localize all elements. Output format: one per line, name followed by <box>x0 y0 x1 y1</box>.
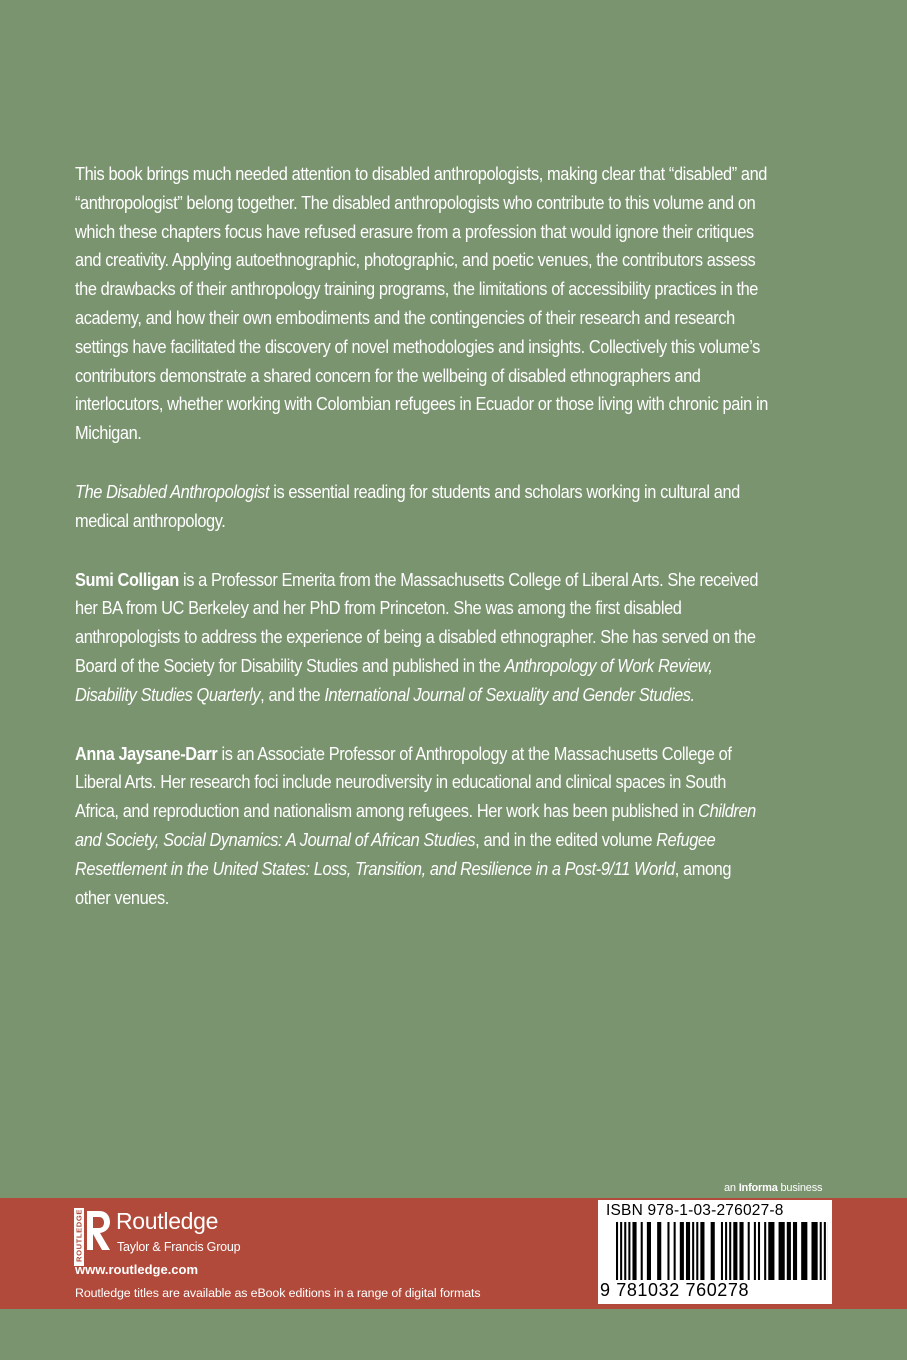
audience-text: is essential reading for students and scholars working in cultural and medical anthropology. <box>75 481 740 531</box>
barcode-bar <box>739 1222 743 1280</box>
barcode-bar <box>657 1222 661 1280</box>
barcode-bar <box>667 1222 669 1280</box>
barcode-bar <box>729 1222 731 1280</box>
barcode-bar <box>696 1222 698 1280</box>
barcode-bar <box>801 1222 807 1280</box>
barcode-bar <box>820 1222 822 1280</box>
description-paragraph <box>75 160 768 448</box>
barcode-bar <box>647 1222 651 1280</box>
publisher-name: Routledge <box>116 1208 219 1234</box>
barcode-bar <box>824 1222 826 1280</box>
audience-paragraph <box>75 478 768 536</box>
publication-title: Anthropology of Work Review, Disability Studies Quarterly <box>75 655 713 705</box>
bio-connector: , and in the edited volume <box>475 829 657 850</box>
barcode-bars <box>602 1222 828 1282</box>
barcode-bar <box>628 1222 630 1280</box>
barcode-bar <box>624 1222 626 1280</box>
publisher-url[interactable]: www.routledge.com <box>75 1262 199 1277</box>
author-name: Sumi Colligan <box>75 569 179 590</box>
barcode-bar <box>641 1222 643 1280</box>
barcode-bar <box>811 1222 817 1280</box>
author-bio-text: is an Associate Professor of Anthropology at the Massachusetts College of Liberal Arts. Her research foci include neurodiversity in educational and clinical spaces in South Africa, and reproduction and nationalism among refugees. Her work has been published in <box>75 743 732 822</box>
barcode-bar <box>680 1222 684 1280</box>
publication-title: Refugee Resettlement in the United States: Loss, Transition, and Resilience in a Post-9/11 World <box>75 829 716 879</box>
barcode-bar <box>725 1222 727 1280</box>
barcode-bar <box>758 1222 760 1280</box>
description-text: This book brings much needed attention to disabled anthropologists, making clear that “disabled” and “anthropologist” belong together. The disabled anthropologists who contribute to this volume and on which these chapters focus have refused erasure from a profession that would ignore their critiques and creativity. Applying autoethnographic, photographic, and poetic venues, the contributors assess the drawbacks of their anthropology training programs, the limitations of accessibility practices in the academy, and how their own embodiments and the contingencies of their research and research settings have facilitated the discovery of novel methodologies and insights. Collectively this volume’s contributors demonstrate a shared concern for the wellbeing of disabled ethnographers and interlocutors, whether working with Colombian refugees in Ecuador or those living with chronic pain in Michigan. <box>75 164 768 444</box>
author-bio-jaysane-darr <box>75 740 768 913</box>
barcode-bar <box>721 1222 723 1280</box>
barcode-bar <box>620 1222 622 1280</box>
barcode-bar <box>616 1222 618 1280</box>
bio-connector: , and the <box>260 684 325 705</box>
author-bio-colligan <box>75 566 768 710</box>
informa-suffix: business <box>777 1182 823 1194</box>
book-title: The Disabled Anthropologist <box>75 481 270 502</box>
bio-tail: , among other venues. <box>75 858 732 908</box>
barcode-bar <box>754 1222 756 1280</box>
barcode-bar <box>779 1222 785 1280</box>
barcode-bar <box>692 1222 694 1280</box>
logo-vertical-text: ROUTLEDGE <box>74 1208 84 1262</box>
author-name: Anna Jaysane-Darr <box>75 743 218 764</box>
barcode-bar <box>748 1222 750 1280</box>
back-cover-text <box>75 160 768 942</box>
barcode-digits: 9 781032 760278 <box>600 1280 750 1300</box>
routledge-logo-icon <box>74 1208 112 1266</box>
barcode-bar <box>787 1222 791 1280</box>
barcode-bar <box>674 1222 676 1280</box>
barcode-bar <box>632 1222 636 1280</box>
author-bio-text: is a Professor Emerita from the Massachusetts College of Liberal Arts. She received her BA from UC Berkeley and her PhD from Princeton. She was among the first disabled anthropologists to address the experience of being a disabled ethnographer. She has served on the Board of the Society for Disability Studies and published in the <box>75 569 759 676</box>
ebook-note: Routledge titles are available as eBook editions in a range of digital formats <box>75 1286 481 1300</box>
informa-prefix: an <box>724 1182 739 1194</box>
barcode-bar <box>711 1222 715 1280</box>
barcode-bar <box>686 1222 690 1280</box>
isbn-label: ISBN 978-1-03-276027-8 <box>606 1202 784 1219</box>
publisher-group: Taylor & Francis Group <box>117 1240 241 1254</box>
barcode-bar <box>768 1222 774 1280</box>
informa-business-tag <box>724 1182 822 1194</box>
informa-name: Informa <box>738 1182 778 1194</box>
barcode-bar <box>764 1222 766 1280</box>
publication-title: International Journal of Sexuality and Gender Studies. <box>324 684 695 705</box>
publication-title: Children and Society, Social Dynamics: A Journal of African Studies <box>75 801 756 850</box>
barcode-bar <box>793 1222 797 1280</box>
barcode-panel <box>598 1200 832 1304</box>
barcode-bar <box>733 1222 737 1280</box>
barcode-bar <box>700 1222 704 1280</box>
